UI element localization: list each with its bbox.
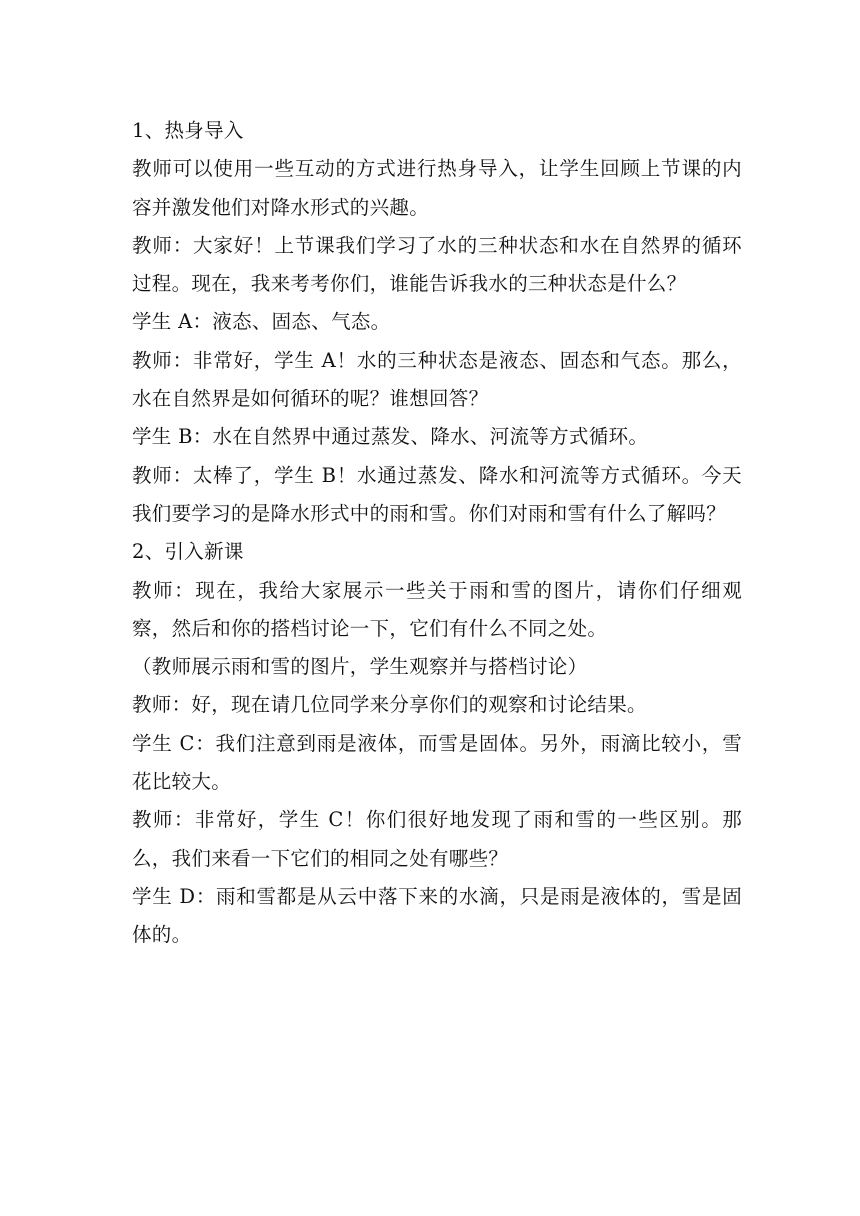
dialogue-teacher: 教师：非常好，学生 C！你们很好地发现了雨和雪的一些区别。那么，我们来看一下它们的相同之处有哪些？: [132, 808, 742, 870]
dialogue-teacher: 教师：大家好！上节课我们学习了水的三种状态和水在自然界的循环过程。现在，我来考考你们，谁能告诉我水的三种状态是什么？: [132, 233, 742, 296]
dialogue-student-d: 学生 D：雨和雪都是从云中落下来的水滴，只是雨是液体的，雪是固体的。: [132, 884, 742, 947]
paragraph: 教师可以使用一些互动的方式进行热身导入，让学生回顾上节课的内容并激发他们对降水形式的兴趣。: [132, 157, 742, 219]
stage-direction: （教师展示雨和雪的图片，学生观察并与搭档讨论）: [132, 655, 588, 679]
document-body: [132, 112, 742, 955]
dialogue-student-b: 学生 B：水在自然界中通过蒸发、降水、河流等方式循环。: [132, 425, 649, 449]
dialogue-teacher: 教师：好，现在请几位同学来分享你们的观察和讨论结果。: [132, 693, 647, 717]
dialogue-teacher: 教师：太棒了，学生 B！水通过蒸发、降水和河流等方式循环。今天我们要学习的是降水形式中的雨和雪。你们对雨和雪有什么了解吗？: [132, 463, 742, 525]
dialogue-teacher: 教师：非常好，学生 A！水的三种状态是液态、固态和气态。那么，水在自然界是如何循环的呢？谁想回答？: [132, 348, 742, 411]
section-heading-warmup: 1、热身导入: [132, 119, 244, 142]
dialogue-student-c: 学生 C：我们注意到雨是液体，而雪是固体。另外，雨滴比较小，雪花比较大。: [132, 731, 742, 794]
dialogue-teacher: 教师：现在，我给大家展示一些关于雨和雪的图片，请你们仔细观察，然后和你的搭档讨论一下，它们有什么不同之处。: [132, 578, 742, 640]
section-heading-new-lesson: 2、引入新课: [132, 540, 244, 564]
dialogue-student-a: 学生 A：液态、固态、气态。: [132, 310, 391, 334]
